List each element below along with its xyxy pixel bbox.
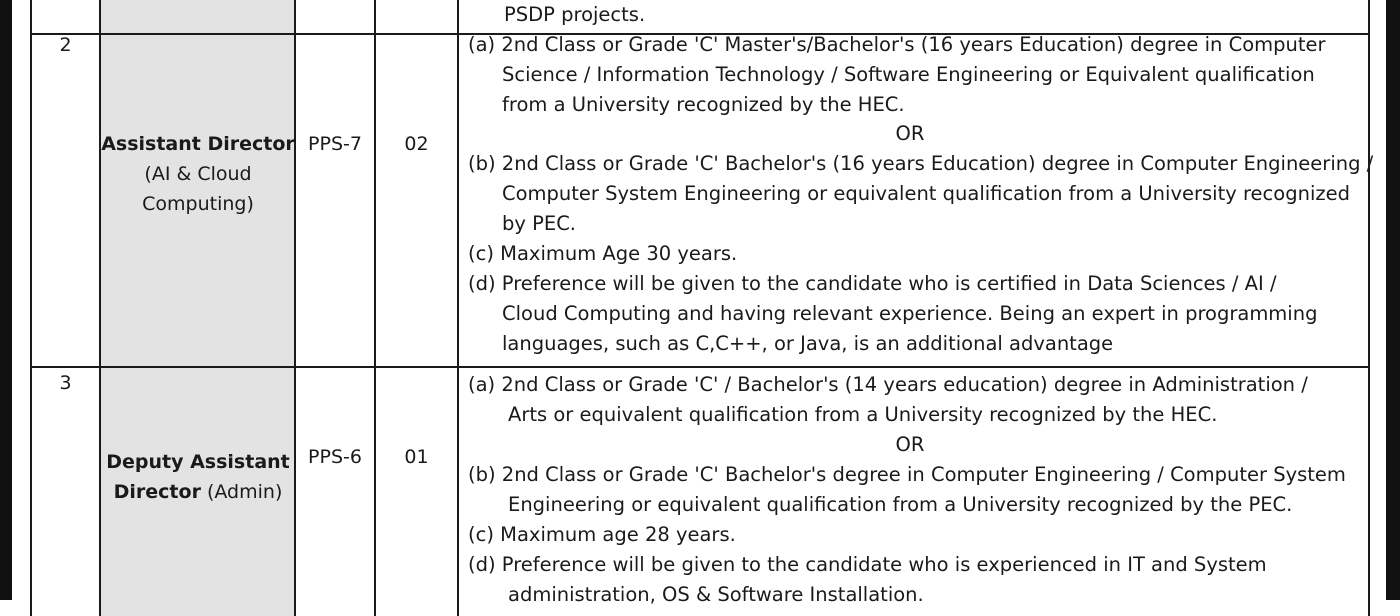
page-border-left xyxy=(0,0,12,600)
post-title xyxy=(100,129,296,219)
row-number: 2 xyxy=(59,34,72,56)
post-subtitle-inline: (Admin) xyxy=(200,481,283,503)
post-count: 02 xyxy=(404,133,429,155)
criteria-b-line-1: (b) 2nd Class or Grade 'C' Bachelor's (16 years Education) degree in Computer Engineering / xyxy=(468,152,1374,175)
post-title-bold-line-2: Director xyxy=(113,481,201,503)
criteria-or: OR xyxy=(895,433,925,456)
row-number: 3 xyxy=(59,372,72,394)
pay-scale: PPS-6 xyxy=(308,446,362,468)
post-subtitle-line-1: (AI & Cloud xyxy=(144,163,252,185)
post-column-shade xyxy=(100,0,296,616)
post-count: 01 xyxy=(404,446,429,468)
criteria-d-line-2: administration, OS & Software Installation. xyxy=(508,583,924,606)
criteria-a-line-2: Science / Information Technology / Software Engineering or Equivalent qualification xyxy=(502,63,1315,86)
criteria-d-line-1: (d) Preference will be given to the candidate who is certified in Data Sciences / AI / xyxy=(468,272,1277,295)
table-border-right xyxy=(1368,0,1370,616)
col-divider-4 xyxy=(457,0,459,616)
col-divider-2 xyxy=(294,0,296,616)
criteria-b-line-2: Computer System Engineering or equivalent qualification from a University recognized xyxy=(502,182,1350,205)
criteria-or: OR xyxy=(895,122,925,145)
criteria-d-line-2: Cloud Computing and having relevant experience. Being an expert in programming xyxy=(502,302,1318,325)
criteria-a-line-1: (a) 2nd Class or Grade 'C' Master's/Bachelor's (16 years Education) degree in Computer xyxy=(468,33,1326,56)
criteria-c-line-1: (c) Maximum Age 30 years. xyxy=(468,242,738,265)
col-divider-1 xyxy=(99,0,101,616)
post-title-bold: Assistant Director xyxy=(101,133,295,155)
pay-scale: PPS-7 xyxy=(308,133,362,155)
page-border-right xyxy=(1386,0,1400,600)
criteria-c-line-1: (c) Maximum age 28 years. xyxy=(468,523,736,546)
table-border-left xyxy=(30,0,32,616)
post-subtitle-line-2: Computing) xyxy=(142,193,254,215)
post-title-bold-line-1: Deputy Assistant xyxy=(106,451,290,473)
recruitment-table xyxy=(30,0,1374,616)
criteria-a-line-3: from a University recognized by the HEC. xyxy=(502,93,905,116)
criteria-a-line-1: (a) 2nd Class or Grade 'C' / Bachelor's (14 years education) degree in Administration / xyxy=(468,373,1308,396)
criteria-b-line-1: (b) 2nd Class or Grade 'C' Bachelor's degree in Computer Engineering / Computer System xyxy=(468,463,1346,486)
criteria-fragment: PSDP projects. xyxy=(504,3,646,26)
row-divider-2 xyxy=(30,366,1370,368)
criteria-a-line-2: Arts or equivalent qualification from a University recognized by the HEC. xyxy=(508,403,1218,426)
criteria-d-line-1: (d) Preference will be given to the candidate who is experienced in IT and System xyxy=(468,553,1267,576)
criteria-b-line-2: Engineering or equivalent qualification from a University recognized by the PEC. xyxy=(508,493,1293,516)
criteria-d-line-3: languages, such as C,C++, or Java, is an additional advantage xyxy=(502,332,1114,355)
criteria-b-line-3: by PEC. xyxy=(502,212,577,235)
col-divider-3 xyxy=(374,0,376,616)
post-title xyxy=(100,447,296,507)
